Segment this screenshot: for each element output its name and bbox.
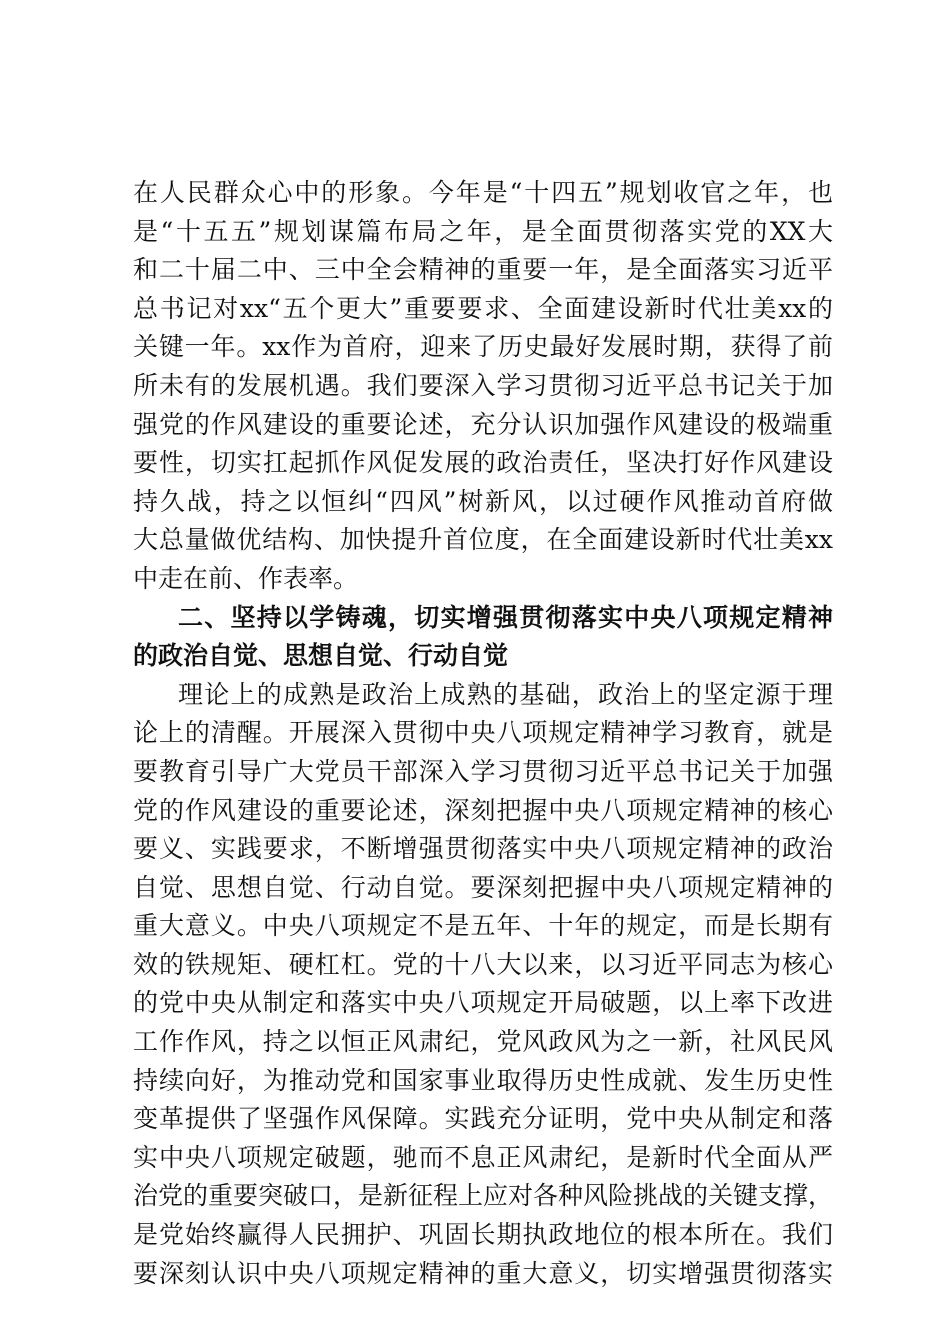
section-heading bbox=[133, 599, 833, 676]
text-line: 要深刻认识中央八项规定精神的重大意义，切实增强贯彻落实 bbox=[133, 1258, 833, 1288]
text-line: 和二十届二中、三中全会精神的重要一年，是全面落实习近平 bbox=[133, 255, 833, 285]
text-line: 是“十五五”规划谋篇布局之年，是全面贯彻落实党的XX大 bbox=[133, 216, 833, 246]
text-line: 中走在前、作表率。 bbox=[133, 563, 359, 593]
text-line: 是党始终赢得人民拥护、巩固长期执政地位的根本所在。我们 bbox=[133, 1220, 833, 1250]
text-line: 实中央八项规定破题，驰而不息正风肃纪，是新时代全面从严 bbox=[133, 1142, 833, 1172]
text-line: 总书记对xx“五个更大”重要要求、全面建设新时代壮美xx的 bbox=[133, 293, 833, 323]
heading-line: 的政治自觉、思想自觉、行动自觉 bbox=[133, 641, 509, 671]
text-line: 论上的清醒。开展深入贯彻中央八项规定精神学习教育，就是 bbox=[133, 718, 833, 748]
paragraph-1 bbox=[133, 174, 833, 599]
text-line: 理论上的成熟是政治上成熟的基础，政治上的坚定源于理 bbox=[178, 679, 833, 709]
paragraph-2 bbox=[133, 676, 833, 1294]
text-line: 所未有的发展机遇。我们要深入学习贯彻习近平总书记关于加 bbox=[133, 370, 833, 400]
text-line: 大总量做优结构、加快提升首位度，在全面建设新时代壮美xx bbox=[133, 525, 833, 555]
text-line: 强党的作风建设的重要论述，充分认识加强作风建设的极端重 bbox=[133, 409, 833, 439]
text-line: 重大意义。中央八项规定不是五年、十年的规定，而是长期有 bbox=[133, 911, 833, 941]
text-line: 要义、实践要求，不断增强贯彻落实中央八项规定精神的政治 bbox=[133, 834, 833, 864]
text-line: 在人民群众心中的形象。今年是“十四五”规划收官之年，也 bbox=[133, 178, 833, 207]
text-line: 工作作风，持之以恒正风肃纪，党风政风为之一新，社风民风 bbox=[133, 1027, 833, 1057]
text-line: 要教育引导广大党员干部深入学习贯彻习近平总书记关于加强 bbox=[133, 756, 833, 786]
text-line: 持久战，持之以恒纠“四风”树新风，以过硬作风推动首府做 bbox=[133, 486, 833, 516]
text-line: 自觉、思想自觉、行动自觉。要深刻把握中央八项规定精神的 bbox=[133, 872, 833, 902]
text-line: 的党中央从制定和落实中央八项规定开局破题，以上率下改进 bbox=[133, 988, 833, 1018]
text-line: 变革提供了坚强作风保障。实践充分证明，党中央从制定和落 bbox=[133, 1104, 833, 1134]
text-line: 要性，切实扛起抓作风促发展的政治责任，坚决打好作风建设 bbox=[133, 448, 833, 478]
text-line: 效的铁规矩、硬杠杠。党的十八大以来，以习近平同志为核心 bbox=[133, 949, 833, 979]
text-line: 关键一年。xx作为首府，迎来了历史最好发展时期，获得了前 bbox=[133, 332, 833, 362]
heading-line: 二、坚持以学铸魂，切实增强贯彻落实中央八项规定精神 bbox=[178, 602, 833, 632]
text-line: 治党的重要突破口，是新征程上应对各种风险挑战的关键支撑， bbox=[133, 1181, 834, 1211]
text-line: 持续向好，为推动党和国家事业取得历史性成就、发生历史性 bbox=[133, 1065, 833, 1095]
body-text bbox=[133, 174, 833, 1293]
text-line: 党的作风建设的重要论述，深刻把握中央八项规定精神的核心 bbox=[133, 795, 833, 825]
